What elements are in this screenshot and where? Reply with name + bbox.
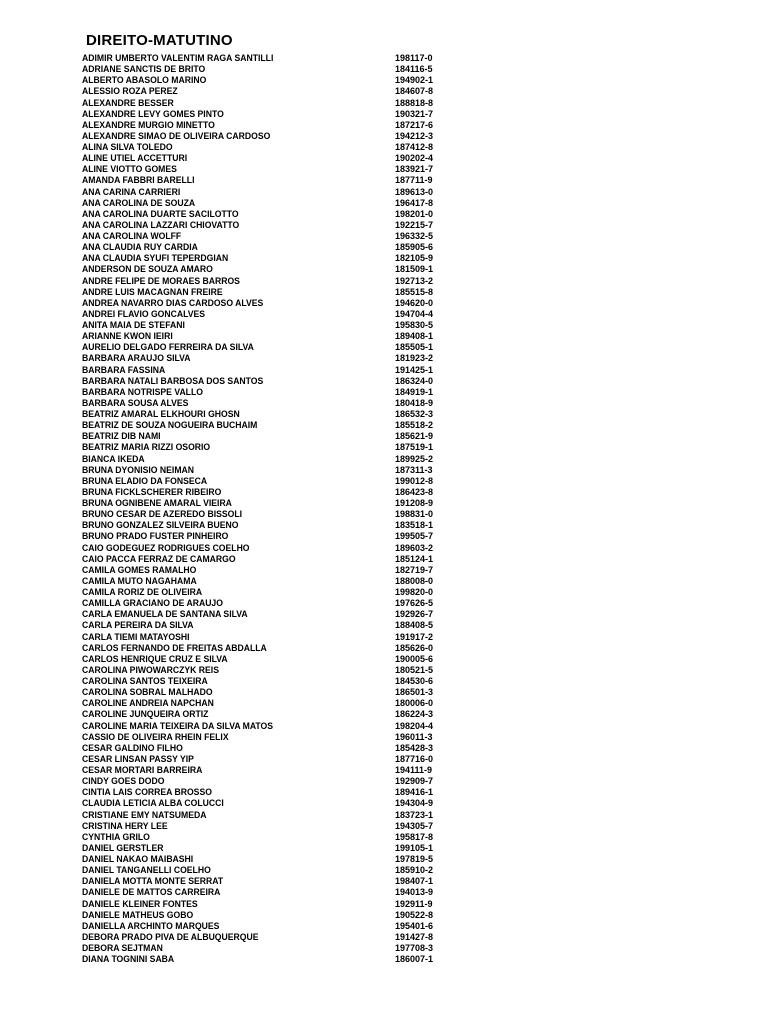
student-row bbox=[82, 264, 462, 275]
student-code: 192926-7 bbox=[395, 609, 434, 620]
student-row bbox=[82, 287, 462, 298]
student-row bbox=[82, 576, 462, 587]
student-row bbox=[82, 787, 462, 798]
student-code: 192909-7 bbox=[395, 776, 434, 787]
student-row bbox=[82, 53, 462, 64]
student-code: 189925-2 bbox=[395, 453, 434, 464]
student-row bbox=[82, 821, 462, 832]
student-row bbox=[82, 86, 462, 97]
student-row bbox=[82, 387, 462, 398]
student-name: CINDY GOES DODO bbox=[82, 776, 165, 787]
student-code: 196417-8 bbox=[395, 197, 434, 208]
student-row bbox=[82, 887, 462, 898]
student-code: 194704-4 bbox=[395, 308, 434, 319]
student-code: 180521-5 bbox=[395, 664, 434, 675]
student-row bbox=[82, 654, 462, 665]
student-name: CAROLINE ANDREIA NAPCHAN bbox=[82, 698, 214, 709]
student-name: BEATRIZ DE SOUZA NOGUEIRA BUCHAIM bbox=[82, 420, 258, 431]
page-title: DIREITO-MATUTINO bbox=[86, 32, 233, 49]
student-code: 194305-7 bbox=[395, 820, 434, 831]
student-row bbox=[82, 554, 462, 565]
student-row bbox=[82, 64, 462, 75]
student-code: 188008-0 bbox=[395, 575, 434, 586]
student-name: ARIANNE KWON IEIRI bbox=[82, 331, 173, 342]
student-code: 186423-8 bbox=[395, 486, 434, 497]
student-code: 185518-2 bbox=[395, 420, 434, 431]
student-code: 189408-1 bbox=[395, 331, 434, 342]
student-name: CAROLINE MARIA TEIXEIRA DA SILVA MATOS bbox=[82, 720, 274, 731]
student-row bbox=[82, 109, 462, 120]
student-code: 185905-6 bbox=[395, 242, 434, 253]
student-row bbox=[82, 743, 462, 754]
student-row bbox=[82, 765, 462, 776]
student-code: 182105-9 bbox=[395, 253, 434, 264]
student-row bbox=[82, 687, 462, 698]
student-name: CARLA EMANUELA DE SANTANA SILVA bbox=[82, 609, 248, 620]
student-name: AMANDA FABBRI BARELLI bbox=[82, 175, 195, 186]
student-code: 199012-8 bbox=[395, 475, 434, 486]
student-name: ANDRE LUIS MACAGNAN FREIRE bbox=[82, 286, 223, 297]
student-name: DANIELA MOTTA MONTE SERRAT bbox=[82, 876, 224, 887]
student-row bbox=[82, 899, 462, 910]
student-row bbox=[82, 454, 462, 465]
student-name: DANIEL NAKAO MAIBASHI bbox=[82, 854, 194, 864]
student-name: CAMILA GOMES RAMALHO bbox=[82, 564, 197, 575]
student-name: AURELIO DELGADO FERREIRA DA SILVA bbox=[82, 342, 254, 353]
student-name: ADIMIR UMBERTO VALENTIM RAGA SANTILLI bbox=[82, 53, 274, 63]
student-code: 186007-1 bbox=[395, 954, 434, 965]
student-row bbox=[82, 209, 462, 220]
student-name: CAMILA MUTO NAGAHAMA bbox=[82, 575, 197, 586]
student-name: ALINE UTIEL ACCETTURI bbox=[82, 153, 188, 164]
student-code: 180418-9 bbox=[395, 397, 434, 408]
student-name: CAMILLA GRACIANO DE ARAUJO bbox=[82, 598, 223, 609]
student-code: 187711-9 bbox=[395, 175, 433, 186]
student-code: 187519-1 bbox=[395, 442, 434, 453]
student-name: CAIO GODEGUEZ RODRIGUES COELHO bbox=[82, 542, 250, 553]
student-name: CINTIA LAIS CORREA BROSSO bbox=[82, 787, 212, 798]
student-name: CLAUDIA LETICIA ALBA COLUCCI bbox=[82, 798, 224, 809]
student-code: 187716-0 bbox=[395, 753, 434, 764]
student-row bbox=[82, 487, 462, 498]
student-name: CAROLINA SOBRAL MALHADO bbox=[82, 687, 213, 698]
student-row bbox=[82, 75, 462, 86]
student-row bbox=[82, 754, 462, 765]
student-code: 183921-7 bbox=[395, 164, 434, 175]
student-row bbox=[82, 309, 462, 320]
student-row bbox=[82, 320, 462, 331]
student-row bbox=[82, 331, 462, 342]
student-name: BRUNA OGNIBENE AMARAL VIEIRA bbox=[82, 498, 232, 508]
student-row bbox=[82, 98, 462, 109]
student-row bbox=[82, 865, 462, 876]
student-code: 197708-3 bbox=[395, 943, 434, 953]
student-name: BRUNO CESAR DE AZEREDO BISSOLI bbox=[82, 509, 243, 520]
student-row bbox=[82, 175, 462, 186]
student-name: ANITA MAIA DE STEFANI bbox=[82, 320, 185, 330]
student-row bbox=[82, 120, 462, 131]
student-name: ALEXANDRE SIMAO DE OLIVEIRA CARDOSO bbox=[82, 130, 271, 141]
student-code: 186532-3 bbox=[395, 409, 434, 419]
student-row bbox=[82, 954, 462, 965]
student-row bbox=[82, 164, 462, 175]
student-code: 192911-9 bbox=[395, 898, 433, 909]
student-row bbox=[82, 376, 462, 387]
student-code: 185124-1 bbox=[395, 553, 434, 564]
student-row bbox=[82, 732, 462, 743]
student-name: ALINE VIOTTO GOMES bbox=[82, 164, 177, 175]
student-name: DANIELE MATHEUS GOBO bbox=[82, 909, 194, 920]
student-code: 190522-8 bbox=[395, 909, 434, 920]
student-name: CARLOS FERNANDO DE FREITAS ABDALLA bbox=[82, 642, 267, 653]
student-row bbox=[82, 353, 462, 364]
student-code: 183518-1 bbox=[395, 520, 434, 531]
student-code: 188408-5 bbox=[395, 620, 434, 631]
student-code: 189613-0 bbox=[395, 186, 434, 197]
student-code: 198201-0 bbox=[395, 208, 434, 219]
student-row bbox=[82, 509, 462, 520]
student-code: 194902-1 bbox=[395, 75, 434, 86]
student-code: 192713-2 bbox=[395, 275, 434, 286]
student-code: 185621-9 bbox=[395, 431, 434, 442]
student-code: 194111-9 bbox=[395, 765, 433, 775]
student-name: ANA CAROLINA DUARTE SACILOTTO bbox=[82, 208, 239, 219]
student-row bbox=[82, 365, 462, 376]
student-code: 181923-2 bbox=[395, 353, 434, 364]
student-code: 198831-0 bbox=[395, 509, 434, 520]
student-row bbox=[82, 587, 462, 598]
student-name: BRUNO PRADO FUSTER PINHEIRO bbox=[82, 531, 229, 542]
student-name: ANDERSON DE SOUZA AMARO bbox=[82, 264, 213, 275]
student-name: BARBARA ARAUJO SILVA bbox=[82, 353, 191, 364]
student-code: 190005-6 bbox=[395, 653, 434, 664]
student-row bbox=[82, 910, 462, 921]
student-code: 194013-9 bbox=[395, 887, 434, 898]
student-code: 191427-8 bbox=[395, 931, 434, 942]
student-code: 196011-3 bbox=[395, 731, 433, 742]
student-row bbox=[82, 198, 462, 209]
student-code: 195817-8 bbox=[395, 831, 434, 842]
student-row bbox=[82, 431, 462, 442]
student-name: BRUNO GONZALEZ SILVEIRA BUENO bbox=[82, 520, 239, 531]
student-row bbox=[82, 398, 462, 409]
student-row bbox=[82, 242, 462, 253]
student-list bbox=[82, 53, 462, 965]
student-name: ANDREA NAVARRO DIAS CARDOSO ALVES bbox=[82, 297, 264, 308]
student-row bbox=[82, 620, 462, 631]
student-row bbox=[82, 276, 462, 287]
student-row bbox=[82, 131, 462, 142]
student-row bbox=[82, 498, 462, 509]
student-code: 191208-9 bbox=[395, 498, 434, 508]
student-code: 184607-8 bbox=[395, 86, 434, 97]
student-row bbox=[82, 810, 462, 821]
student-row bbox=[82, 409, 462, 420]
student-code: 198204-4 bbox=[395, 720, 434, 731]
student-name: BEATRIZ DIB NAMI bbox=[82, 431, 161, 442]
student-code: 199105-1 bbox=[395, 842, 434, 853]
student-name: DEBORA SEJTMAN bbox=[82, 943, 163, 953]
student-name: CARLOS HENRIQUE CRUZ E SILVA bbox=[82, 653, 228, 664]
student-name: CAROLINA PIWOWARCZYK REIS bbox=[82, 664, 219, 675]
student-row bbox=[82, 709, 462, 720]
student-code: 183723-1 bbox=[395, 809, 434, 820]
student-name: BIANCA IKEDA bbox=[82, 453, 145, 464]
student-name: CRISTINA HERY LEE bbox=[82, 820, 168, 831]
student-code: 187311-3 bbox=[395, 464, 433, 475]
student-row bbox=[82, 142, 462, 153]
student-name: BEATRIZ AMARAL ELKHOURI GHOSN bbox=[82, 409, 240, 419]
student-code: 190202-4 bbox=[395, 153, 434, 164]
student-code: 184919-1 bbox=[395, 386, 434, 397]
student-name: ANA CLAUDIA RUY CARDIA bbox=[82, 242, 198, 253]
student-code: 191917-2 bbox=[395, 631, 434, 642]
student-row bbox=[82, 531, 462, 542]
student-name: DANIEL GERSTLER bbox=[82, 842, 164, 853]
student-code: 186324-0 bbox=[395, 375, 434, 386]
student-row bbox=[82, 798, 462, 809]
student-name: DIANA TOGNINI SABA bbox=[82, 954, 175, 965]
student-code: 185515-8 bbox=[395, 286, 434, 297]
student-code: 185626-0 bbox=[395, 642, 434, 653]
student-name: DANIELLA ARCHINTO MARQUES bbox=[82, 920, 220, 931]
student-code: 187217-6 bbox=[395, 119, 434, 130]
student-row bbox=[82, 342, 462, 353]
student-row bbox=[82, 943, 462, 954]
student-row bbox=[82, 776, 462, 787]
student-code: 197626-5 bbox=[395, 598, 434, 609]
student-name: BARBARA NATALI BARBOSA DOS SANTOS bbox=[82, 375, 264, 386]
student-code: 182719-7 bbox=[395, 564, 434, 575]
student-code: 184530-6 bbox=[395, 676, 434, 686]
student-name: BARBARA FASSINA bbox=[82, 364, 166, 375]
student-row bbox=[82, 520, 462, 531]
student-name: CAROLINE JUNQUEIRA ORTIZ bbox=[82, 709, 209, 720]
student-code: 181509-1 bbox=[395, 264, 434, 275]
student-name: BARBARA NOTRISPE VALLO bbox=[82, 386, 203, 397]
student-row bbox=[82, 420, 462, 431]
student-name: DANIELE DE MATTOS CARREIRA bbox=[82, 887, 221, 898]
student-code: 194620-0 bbox=[395, 297, 434, 308]
student-name: ANA CLAUDIA SYUFI TEPERDGIAN bbox=[82, 253, 229, 264]
student-code: 185505-1 bbox=[395, 342, 434, 353]
student-code: 194212-3 bbox=[395, 130, 434, 141]
student-name: DEBORA PRADO PIVA DE ALBUQUERQUE bbox=[82, 931, 259, 942]
student-row bbox=[82, 465, 462, 476]
student-name: CARLA PEREIRA DA SILVA bbox=[82, 620, 194, 631]
student-row bbox=[82, 698, 462, 709]
student-code: 198407-1 bbox=[395, 876, 434, 887]
student-name: ALINA SILVA TOLEDO bbox=[82, 142, 173, 152]
student-row bbox=[82, 598, 462, 609]
student-code: 194304-9 bbox=[395, 798, 434, 809]
student-code: 199505-7 bbox=[395, 531, 434, 542]
student-name: BRUNA ELADIO DA FONSECA bbox=[82, 475, 208, 486]
student-name: ALBERTO ABASOLO MARINO bbox=[82, 75, 207, 86]
student-code: 184116-5 bbox=[395, 64, 433, 75]
student-name: ALEXANDRE BESSER bbox=[82, 97, 174, 108]
student-code: 185910-2 bbox=[395, 865, 434, 876]
student-name: ANA CARINA CARRIERI bbox=[82, 186, 181, 197]
student-name: CESAR GALDINO FILHO bbox=[82, 742, 183, 753]
student-row bbox=[82, 231, 462, 242]
student-row bbox=[82, 932, 462, 943]
student-name: CYNTHIA GRILO bbox=[82, 831, 150, 842]
student-row bbox=[82, 220, 462, 231]
student-name: ANDREI FLAVIO GONCALVES bbox=[82, 308, 206, 319]
student-row bbox=[82, 476, 462, 487]
student-row bbox=[82, 843, 462, 854]
student-code: 196332-5 bbox=[395, 231, 434, 241]
student-name: CESAR MORTARI BARREIRA bbox=[82, 765, 203, 775]
student-code: 190321-7 bbox=[395, 108, 434, 119]
student-code: 197819-5 bbox=[395, 854, 434, 864]
student-name: DANIELE KLEINER FONTES bbox=[82, 898, 198, 909]
student-row bbox=[82, 609, 462, 620]
student-row bbox=[82, 253, 462, 264]
student-name: ALEXANDRE MURGIO MINETTO bbox=[82, 119, 215, 130]
student-code: 187412-8 bbox=[395, 142, 434, 152]
student-row bbox=[82, 876, 462, 887]
student-row bbox=[82, 676, 462, 687]
student-name: CRISTIANE EMY NATSUMEDA bbox=[82, 809, 207, 820]
student-code: 195401-6 bbox=[395, 920, 434, 931]
student-name: ALESSIO ROZA PEREZ bbox=[82, 86, 178, 97]
student-code: 188818-8 bbox=[395, 97, 434, 108]
student-row bbox=[82, 298, 462, 309]
student-name: ANA CAROLINA DE SOUZA bbox=[82, 197, 196, 208]
student-name: BRUNA FICKLSCHERER RIBEIRO bbox=[82, 486, 222, 497]
student-name: CAIO PACCA FERRAZ DE CAMARGO bbox=[82, 553, 236, 564]
student-row bbox=[82, 854, 462, 865]
student-name: BARBARA SOUSA ALVES bbox=[82, 397, 189, 408]
student-name: ANDRE FELIPE DE MORAES BARROS bbox=[82, 275, 240, 286]
student-code: 198117-0 bbox=[395, 53, 433, 63]
student-code: 180006-0 bbox=[395, 698, 434, 709]
student-code: 195830-5 bbox=[395, 320, 434, 330]
student-row bbox=[82, 543, 462, 554]
student-name: BEATRIZ MARIA RIZZI OSORIO bbox=[82, 442, 211, 453]
student-row bbox=[82, 632, 462, 643]
student-row bbox=[82, 565, 462, 576]
student-row bbox=[82, 721, 462, 732]
student-code: 189416-1 bbox=[395, 787, 434, 798]
student-row bbox=[82, 832, 462, 843]
student-name: CAROLINA SANTOS TEIXEIRA bbox=[82, 676, 208, 686]
student-row bbox=[82, 442, 462, 453]
student-name: CESAR LINSAN PASSY YIP bbox=[82, 753, 194, 764]
student-row bbox=[82, 665, 462, 676]
student-row bbox=[82, 643, 462, 654]
student-code: 189603-2 bbox=[395, 542, 434, 553]
student-code: 191425-1 bbox=[395, 364, 434, 375]
student-name: DANIEL TANGANELLI COELHO bbox=[82, 865, 211, 876]
student-name: ALEXANDRE LEVY GOMES PINTO bbox=[82, 108, 224, 119]
student-name: ADRIANE SANCTIS DE BRITO bbox=[82, 64, 206, 75]
student-name: ANA CAROLINA LAZZARI CHIOVATTO bbox=[82, 219, 240, 230]
student-name: ANA CAROLINA WOLFF bbox=[82, 231, 182, 241]
student-code: 186224-3 bbox=[395, 709, 434, 720]
student-code: 199820-0 bbox=[395, 587, 434, 597]
student-name: BRUNA DYONISIO NEIMAN bbox=[82, 464, 195, 475]
student-name: CARLA TIEMI MATAYOSHI bbox=[82, 631, 190, 642]
student-code: 192215-7 bbox=[395, 219, 434, 230]
student-code: 185428-3 bbox=[395, 742, 434, 753]
student-code: 186501-3 bbox=[395, 687, 434, 698]
student-row bbox=[82, 187, 462, 198]
student-row bbox=[82, 153, 462, 164]
student-name: CAMILA RORIZ DE OLIVEIRA bbox=[82, 587, 203, 597]
student-row bbox=[82, 921, 462, 932]
student-name: CASSIO DE OLIVEIRA RHEIN FELIX bbox=[82, 731, 229, 742]
